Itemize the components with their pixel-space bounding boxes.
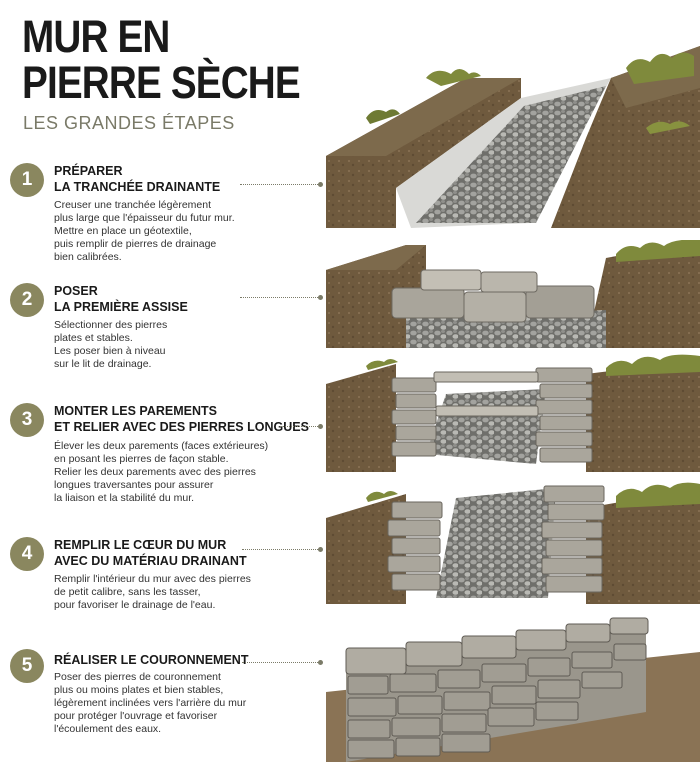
- step-title: REMPLIR LE CŒUR DU MUR AVEC DU MATÉRIAU DRAINANT: [54, 538, 247, 568]
- illustration-coping: [326, 612, 700, 762]
- title-line-2: PIERRE SÈCHE: [22, 57, 300, 108]
- step-description: Creuser une tranchée légèrement plus large que l'épaisseur du futur mur. Mettre en place un géotextile, puis remplir de pierres de drainage bien calibrées.: [54, 199, 235, 263]
- step-description: Sélectionner des pierres plates et stables. Les poser bien à niveau sur le lit de drainage.: [54, 319, 168, 370]
- step-description: Poser des pierres de couronnement plus ou moins plates et bien stables, légèrement inclinées vers l'arrière du mur pour protéger l'ouvrage et favoriser l'écoulement des eaux.: [54, 671, 247, 735]
- step-number-badge: 3: [10, 403, 44, 437]
- page-subtitle: LES GRANDES ÉTAPES: [23, 113, 235, 133]
- leader-line-2: [240, 297, 320, 298]
- step-1: [10, 163, 310, 273]
- step-title: MONTER LES PAREMENTS ET RELIER AVEC DES PIERRES LONGUES: [54, 404, 309, 434]
- step-number-badge: 5: [10, 649, 44, 683]
- step-title: POSER LA PREMIÈRE ASSISE: [54, 284, 188, 314]
- step-number-badge: 1: [10, 163, 44, 197]
- leader-line-3: [280, 426, 320, 427]
- step-description: Remplir l'intérieur du mur avec des pierres de petit calibre, sans les tasser, pour favoriser le drainage de l'eau.: [54, 573, 251, 611]
- step-5: [10, 649, 310, 749]
- title-line-1: MUR EN: [22, 11, 170, 62]
- step-2: [10, 283, 310, 383]
- step-title: RÉALISER LE COURONNEMENT: [54, 653, 249, 667]
- step-description: Élever les deux parements (faces extérieures) en posant les pierres de façon stable. Relier les deux parements avec des pierres longues traversantes pour assurer la liaison et la stabilité du mur.: [54, 440, 269, 504]
- step-number-badge: 4: [10, 537, 44, 571]
- illustration-faces: [326, 354, 700, 472]
- page-title: [22, 11, 300, 108]
- step-number-badge: 2: [10, 283, 44, 317]
- leader-line-4: [242, 549, 320, 550]
- illustration-first-course: [326, 240, 700, 348]
- step-3: [10, 403, 310, 513]
- leader-line-5: [242, 662, 320, 663]
- illustration-trench: [326, 38, 700, 228]
- leader-line-1: [240, 184, 320, 185]
- step-title: PRÉPARER LA TRANCHÉE DRAINANTE: [54, 164, 221, 194]
- illustration-fill: [326, 478, 700, 604]
